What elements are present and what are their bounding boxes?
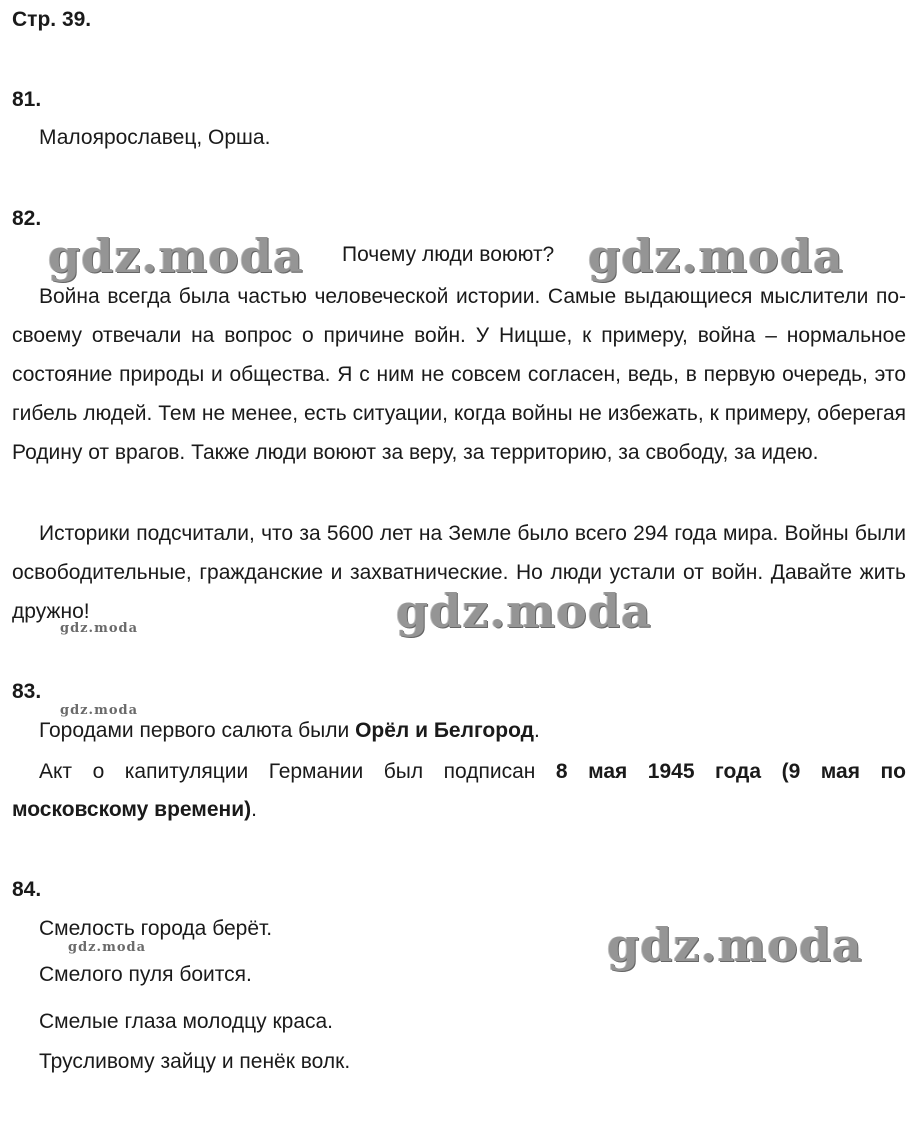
task-83-line-2-bold: 8 мая 1945 года (9 мая по xyxy=(555,760,906,783)
task-84-proverb: Смелого пуля боится. xyxy=(39,963,252,986)
page-number: Стр. 39. xyxy=(12,8,92,31)
watermark-logo-small: gdz.moda xyxy=(60,703,139,718)
task-84-proverb: Трусливому зайцу и пенёк волк. xyxy=(39,1050,351,1073)
watermark-logo: gdz.moda xyxy=(588,229,844,283)
task-83-line-2 xyxy=(12,752,906,791)
task-83-line-3-bold: московскому времени) xyxy=(12,798,252,821)
task-82-title: Почему люди воюют? xyxy=(342,243,555,266)
task-83-line-3 xyxy=(12,790,906,829)
task-83-line-1-end: . xyxy=(533,719,540,742)
watermark-logo-small: gdz.moda xyxy=(60,621,139,636)
task-81-number: 81. xyxy=(12,88,42,111)
watermark-logo-small: gdz.moda xyxy=(68,940,147,955)
watermark-logo: gdz.moda xyxy=(48,229,304,283)
task-83-line-3-end: . xyxy=(251,798,257,821)
task-82-number: 82. xyxy=(12,207,42,230)
task-83-line-2-text: Акт о капитуляции Германии был подписан xyxy=(39,760,556,783)
task-83-line-1-text: Городами первого салюта были xyxy=(39,719,356,742)
watermark-logo: gdz.moda xyxy=(396,584,652,638)
task-83-number: 83. xyxy=(12,680,42,703)
task-83-line-1-bold: Орёл и Белгород xyxy=(355,719,534,742)
task-84-number: 84. xyxy=(12,878,42,901)
task-82-paragraph-2: Историки подсчитали, что за 5600 лет на Земле было всего 294 года мира. Войны были освободительные, гражданские и захватнические. Но люди устали от войн. Давайте жить дружно! xyxy=(12,522,906,623)
task-84-proverb: Смелость города берёт. xyxy=(39,917,273,940)
task-84-proverb: Смелые глаза молодцу краса. xyxy=(39,1010,334,1033)
task-82-paragraph-1: Война всегда была частью человеческой истории. Самые выдающиеся мыслители по-своему отвечали на вопрос о причине войн. У Ницше, к примеру, война – нормальное состояние природы и общества. Я с ним не совсем согласен, ведь, в первую очередь, это гибель людей. Тем не менее, есть ситуации, когда войны не избежать, к примеру, оберегая Родину от врагов. Также люди воюют за веру, за территорию, за свободу, за идею. xyxy=(12,285,906,464)
task-81-answer: Малоярославец, Орша. xyxy=(39,126,271,149)
task-83-line-1 xyxy=(12,711,906,750)
watermark-logo: gdz.moda xyxy=(607,918,863,972)
